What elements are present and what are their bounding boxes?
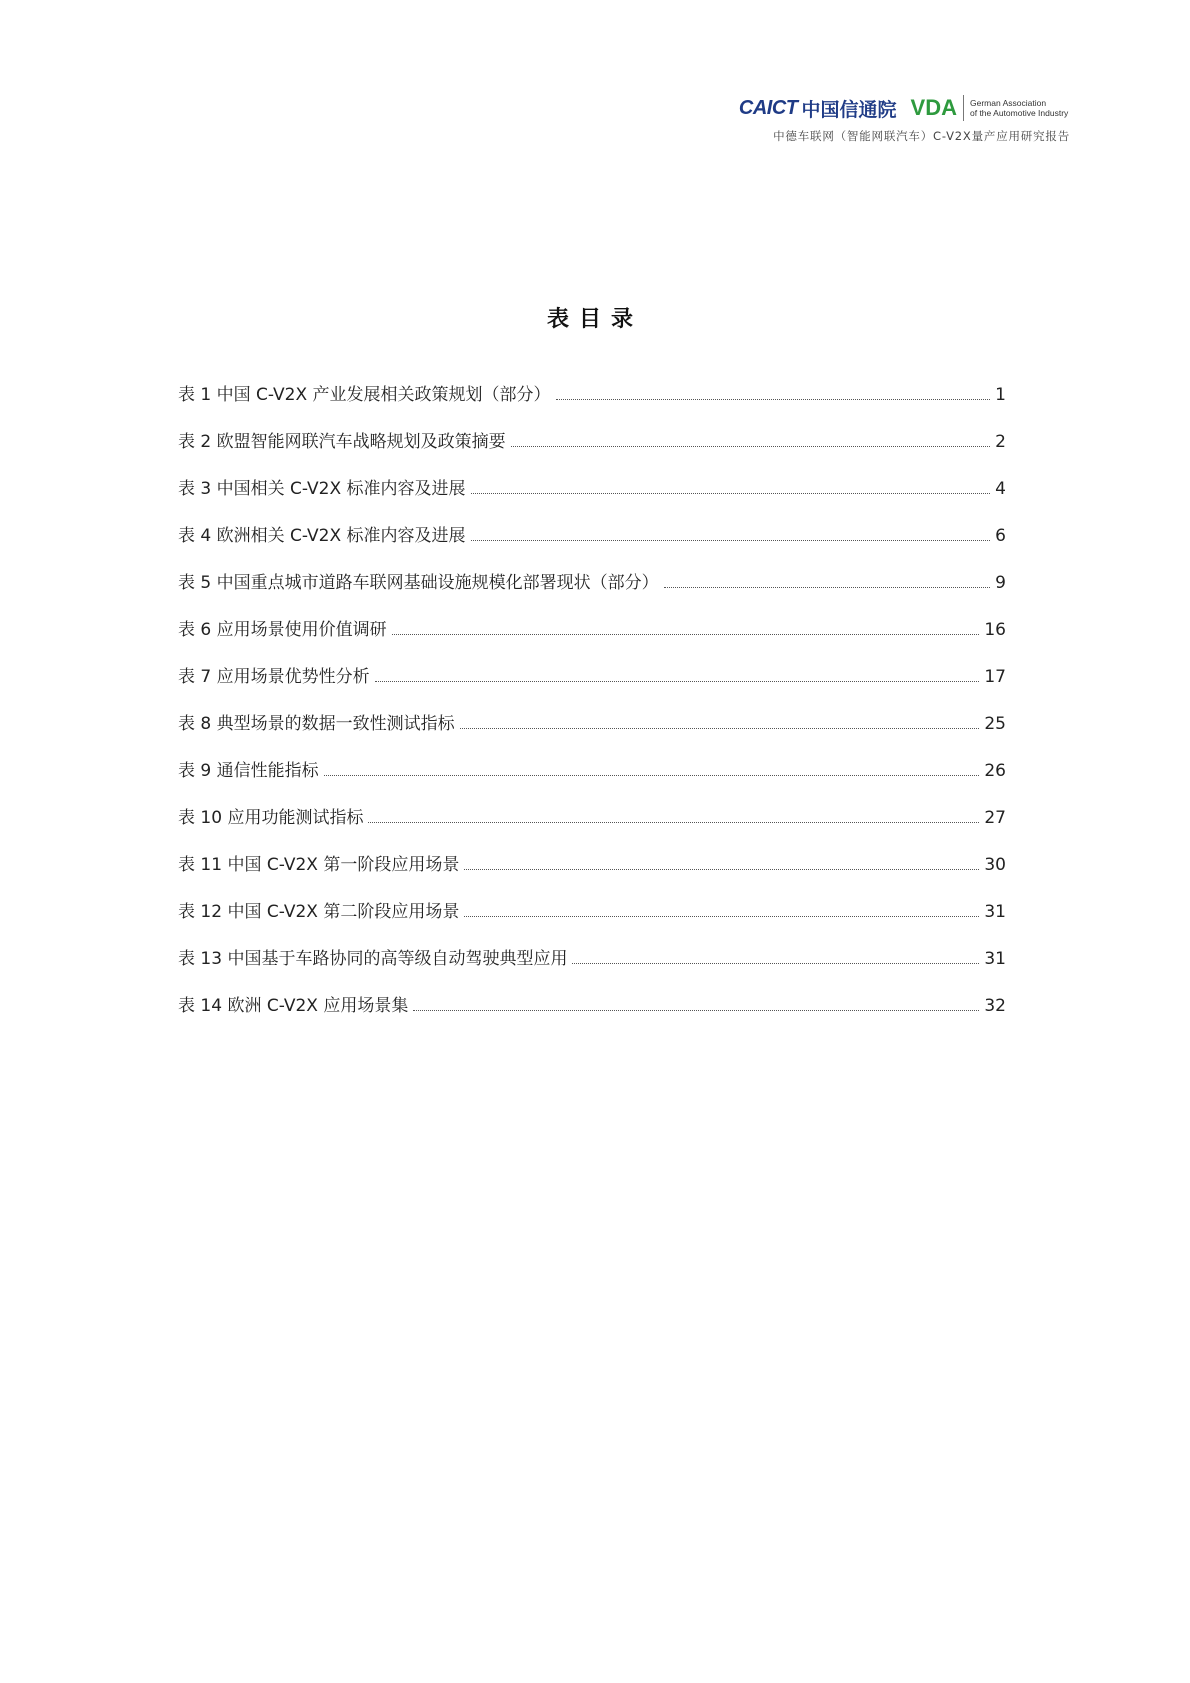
- leader-dots: [464, 869, 979, 870]
- toc-entry[interactable]: [178, 452, 1006, 499]
- page-title: 表目录: [546, 307, 643, 332]
- toc-entry[interactable]: [178, 969, 1006, 1016]
- leader-dots: [392, 634, 980, 635]
- toc-entry-label: 表 1 中国 C-V2X 产业发展相关政策规划（部分）: [178, 385, 551, 405]
- toc-entry-page: 26: [984, 761, 1006, 781]
- leader-dots: [572, 963, 979, 964]
- toc-entry[interactable]: [178, 593, 1006, 640]
- toc-entry-page: 25: [984, 714, 1006, 734]
- page-header: [710, 90, 1070, 150]
- report-subtitle: 中德车联网（智能网联汽车）C-V2X量产应用研究报告: [773, 129, 1070, 143]
- vda-line-1: German Association: [970, 98, 1047, 108]
- toc-entry-label: 表 4 欧洲相关 C-V2X 标准内容及进展: [178, 526, 466, 546]
- leader-dots: [368, 822, 979, 823]
- vda-logo: VDA: [910, 95, 957, 120]
- leader-dots: [413, 1010, 979, 1011]
- toc-entry-label: 表 10 应用功能测试指标: [178, 808, 364, 828]
- toc-entry[interactable]: [178, 922, 1006, 969]
- toc-entry-page: 17: [984, 667, 1006, 687]
- toc-entry[interactable]: [178, 358, 1006, 405]
- toc-entry[interactable]: [178, 687, 1006, 734]
- leader-dots: [664, 587, 991, 588]
- toc-entry[interactable]: [178, 875, 1006, 922]
- toc-entry[interactable]: [178, 781, 1006, 828]
- toc-entry-page: 2: [995, 432, 1006, 452]
- toc-entry-page: 31: [984, 949, 1006, 969]
- table-of-contents: [178, 358, 1006, 1016]
- toc-entry-label: 表 9 通信性能指标: [178, 761, 319, 781]
- toc-entry[interactable]: [178, 734, 1006, 781]
- toc-entry[interactable]: [178, 828, 1006, 875]
- toc-entry-label: 表 13 中国基于车路协同的高等级自动驾驶典型应用: [178, 949, 568, 969]
- vda-description: [970, 98, 1070, 118]
- toc-entry-label: 表 8 典型场景的数据一致性测试指标: [178, 714, 455, 734]
- vda-line-2: of the Automotive Industry: [970, 108, 1069, 118]
- toc-entry-page: 9: [995, 573, 1006, 593]
- toc-entry-page: 31: [984, 902, 1006, 922]
- toc-entry[interactable]: [178, 546, 1006, 593]
- toc-entry-page: 30: [984, 855, 1006, 875]
- toc-entry-label: 表 12 中国 C-V2X 第二阶段应用场景: [178, 902, 460, 922]
- toc-entry-page: 32: [984, 996, 1006, 1016]
- leader-dots: [375, 681, 980, 682]
- leader-dots: [471, 493, 991, 494]
- leader-dots: [511, 446, 991, 447]
- toc-entry[interactable]: [178, 499, 1006, 546]
- leader-dots: [556, 399, 991, 400]
- toc-entry[interactable]: [178, 640, 1006, 687]
- leader-dots: [464, 916, 979, 917]
- logo-divider: [963, 95, 964, 121]
- toc-entry-label: 表 6 应用场景使用价值调研: [178, 620, 387, 640]
- toc-entry-page: 1: [995, 385, 1006, 405]
- toc-entry[interactable]: [178, 405, 1006, 452]
- toc-entry-label: 表 14 欧洲 C-V2X 应用场景集: [178, 996, 409, 1016]
- caict-logo-cn: 中国信通院: [801, 98, 897, 121]
- leader-dots: [324, 775, 980, 776]
- leader-dots: [460, 728, 980, 729]
- toc-entry-page: 6: [995, 526, 1006, 546]
- toc-entry-label: 表 11 中国 C-V2X 第一阶段应用场景: [178, 855, 460, 875]
- leader-dots: [471, 540, 991, 541]
- toc-entry-page: 27: [984, 808, 1006, 828]
- toc-entry-label: 表 2 欧盟智能网联汽车战略规划及政策摘要: [178, 432, 506, 452]
- toc-entry-page: 16: [984, 620, 1006, 640]
- toc-entry-label: 表 5 中国重点城市道路车联网基础设施规模化部署现状（部分）: [178, 573, 659, 593]
- logo-row: [739, 90, 1070, 126]
- toc-entry-label: 表 7 应用场景优势性分析: [178, 667, 370, 687]
- toc-entry-label: 表 3 中国相关 C-V2X 标准内容及进展: [178, 479, 466, 499]
- caict-logo: CAICT: [738, 96, 798, 119]
- toc-entry-page: 4: [995, 479, 1006, 499]
